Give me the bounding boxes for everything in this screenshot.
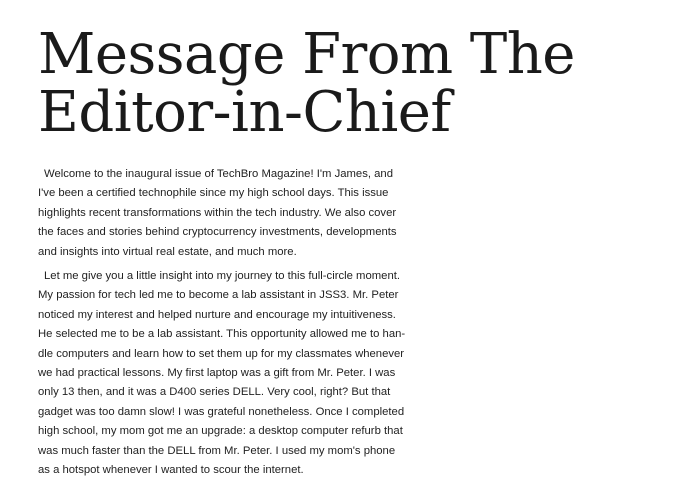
text-line: and insights into virtual real estate, and much more. — [38, 245, 297, 258]
text-line: noticed my interest and helped nurture and encourage my intuitiveness. — [38, 308, 396, 321]
text-line: as a hotspot whenever I wanted to scour the internet. — [38, 464, 304, 477]
page-title — [38, 22, 658, 145]
text-line: I've been a certified technophile since my high school days. This issue — [38, 187, 389, 200]
text-line: high school, my mom got me an upgrade: a desktop computer refurb that — [38, 425, 403, 438]
text-line: Welcome to the inaugural issue of TechBro Magazine! I'm James, and — [44, 168, 393, 180]
text-line: was much faster than the DELL from Mr. Peter. I used my mom's phone — [38, 444, 396, 457]
title-line-2: Editor-in-Chief — [38, 80, 451, 145]
text-line: My passion for tech led me to become a lab assistant in JSS3. Mr. Peter — [38, 289, 399, 302]
article-body — [38, 165, 414, 486]
text-line: the faces and stories behind cryptocurrency investments, developments — [38, 226, 397, 239]
text-line: Let me give you a little insight into my journey to this full-circle moment. — [44, 270, 401, 283]
text-line: highlights recent transformations within the tech industry. We also cover — [38, 206, 397, 219]
text-line: only 13 then, and it was a D400 series DELL. Very cool, right? But that — [38, 386, 391, 399]
paragraph-welcome — [38, 165, 414, 262]
text-line: He selected me to be a lab assistant. This opportunity allowed me to han- — [38, 328, 406, 341]
text-line: we had practical lessons. My first laptop was a gift from Mr. Peter. I was — [38, 367, 396, 380]
text-line: gadget was too damn slow! I was grateful nonetheless. Once I completed — [38, 405, 405, 418]
text-line: dle computers and learn how to set them up for my classmates whenever — [38, 347, 405, 360]
title-line-1: Message From The — [38, 22, 575, 87]
paragraph-journey — [38, 267, 414, 480]
